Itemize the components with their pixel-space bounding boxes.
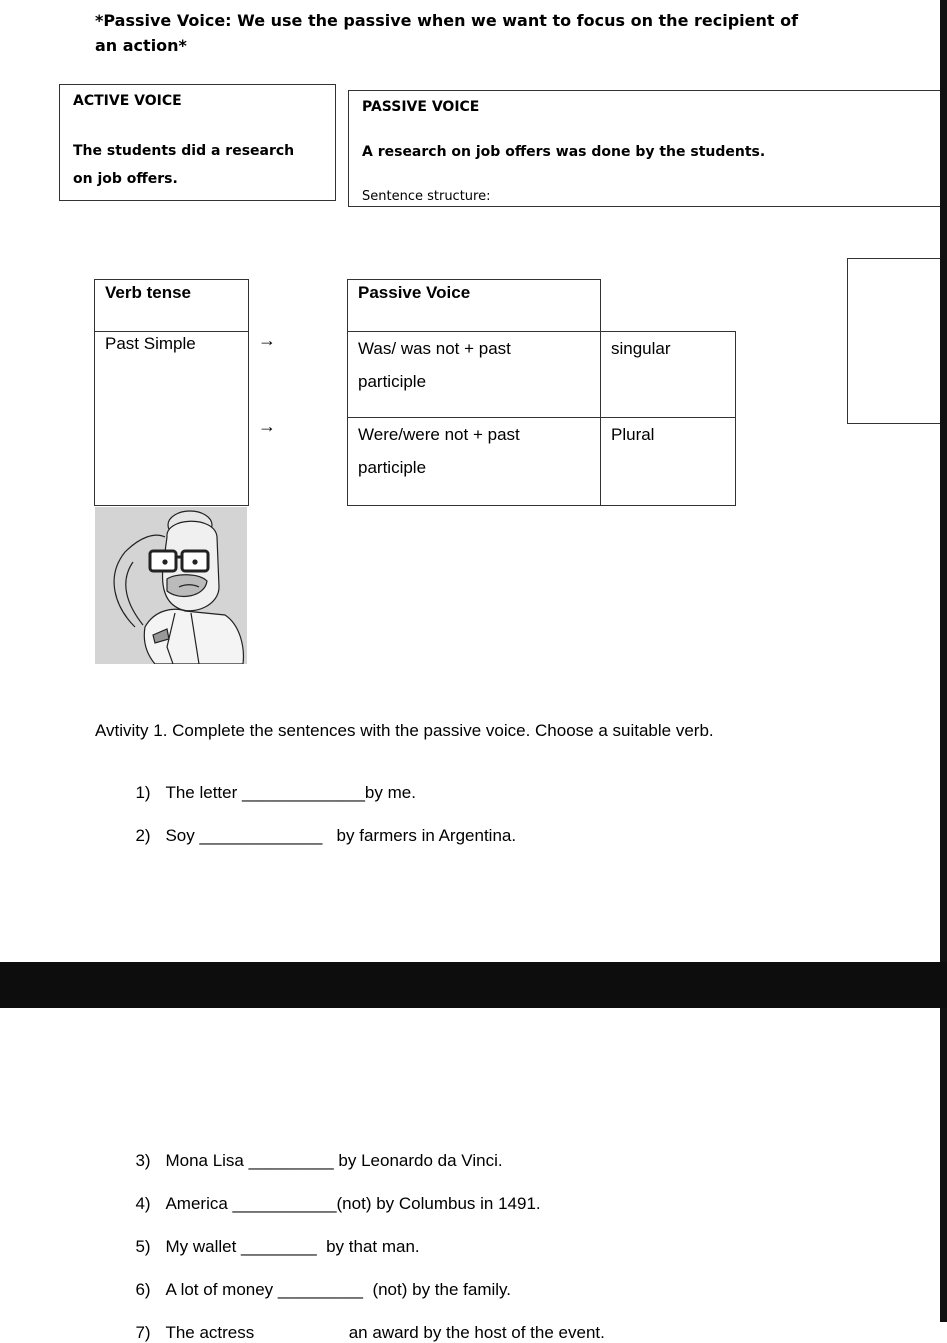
activity-instruction: Avtivity 1. Complete the sentences with the passive voice. Choose a suitable verb. — [95, 721, 714, 740]
passive-voice-box — [348, 90, 947, 207]
item-text: My wallet ________ by that man. — [165, 1237, 420, 1256]
item-text: Mona Lisa _________ by Leonardo da Vinci. — [165, 1151, 503, 1170]
active-sentence-line-1: The students did a research — [73, 143, 295, 159]
active-voice-box — [59, 84, 336, 201]
item-text: Soy _____________ by farmers in Argentina. — [165, 826, 517, 845]
number-plural: Plural — [600, 417, 736, 506]
cartoon-thinking-image — [95, 507, 247, 664]
activity-item — [126, 1174, 541, 1214]
cartoon-drawing — [95, 507, 247, 664]
active-sentence-line-2: on job offers. — [73, 171, 178, 187]
form-line-2: participle — [358, 372, 427, 391]
activity-item — [126, 1131, 503, 1171]
item-number: 4) — [135, 1194, 151, 1213]
title-line-1: *Passive Voice: We use the passive when we want to focus on the recipient of — [95, 11, 799, 30]
item-text: America ___________(not) by Columbus in 1491. — [165, 1194, 541, 1213]
item-text: The letter _____________by me. — [165, 783, 416, 802]
activity-item — [126, 1217, 420, 1257]
passive-voice-sentence: A research on job offers was done by the students. — [362, 144, 766, 160]
item-number: 1) — [135, 783, 151, 802]
passive-voice-label: PASSIVE VOICE — [362, 99, 480, 115]
page-divider — [0, 962, 947, 1008]
arrow-icon: → — [258, 416, 276, 436]
passive-form-singular — [347, 331, 601, 418]
activity-item — [126, 1260, 511, 1300]
form-line-1: Were/were not + past — [358, 425, 520, 444]
item-text: The actress an award by the host of the event. — [165, 1323, 605, 1342]
active-voice-sentence — [73, 137, 294, 193]
page-edge — [940, 1008, 947, 1322]
active-voice-label: ACTIVE VOICE — [73, 93, 182, 109]
page-title — [95, 8, 835, 58]
passive-voice-table — [347, 279, 736, 506]
arrow-icon: → — [258, 330, 276, 350]
passive-voice-header: Passive Voice — [347, 279, 601, 332]
form-line-1: Was/ was not + past — [358, 339, 511, 358]
item-text: A lot of money _________ (not) by the family. — [165, 1280, 512, 1299]
item-number: 3) — [135, 1151, 151, 1170]
form-line-2: participle — [358, 458, 427, 477]
verb-tense-past-simple: Past Simple — [105, 334, 196, 353]
sentence-structure-label: Sentence structure: — [362, 189, 491, 204]
item-number: 5) — [135, 1237, 151, 1256]
item-number: 2) — [135, 826, 151, 845]
item-number: 6) — [135, 1280, 151, 1299]
passive-form-plural — [347, 417, 601, 506]
item-number: 7) — [135, 1323, 151, 1342]
verb-tense-header: Verb tense — [95, 280, 248, 332]
activity-item — [126, 763, 416, 803]
activity-item — [126, 806, 516, 846]
activity-item — [126, 1303, 605, 1343]
page-edge — [940, 0, 947, 962]
verb-tense-table — [94, 279, 249, 506]
empty-box — [847, 258, 947, 424]
number-singular: singular — [600, 331, 736, 418]
title-line-2: an action* — [95, 36, 187, 55]
